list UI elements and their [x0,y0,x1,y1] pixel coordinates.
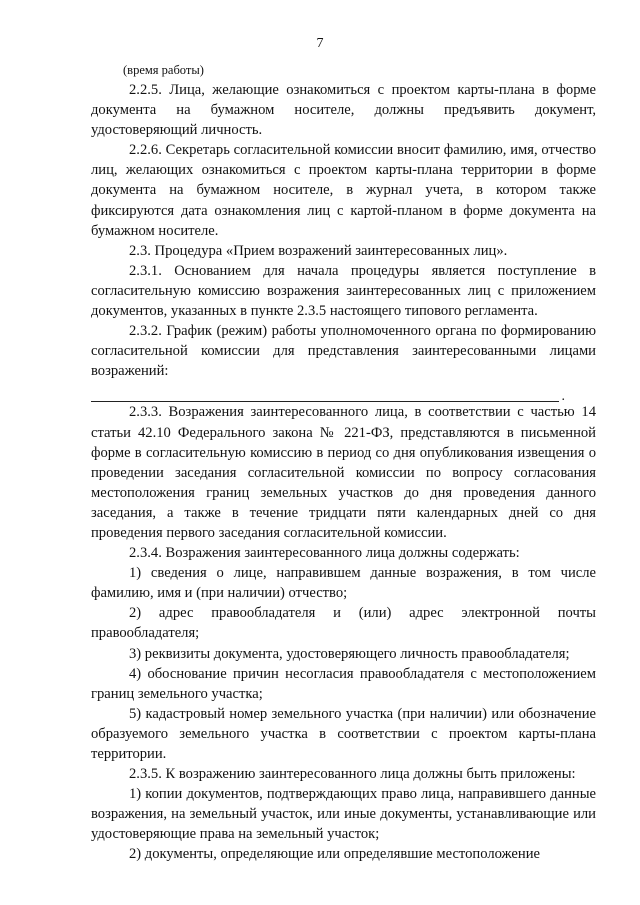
paragraph-2-2-5: 2.2.5. Лица, желающие ознакомиться с проектом карты-плана в форме документа на бумажном носителе, должны предъявить документ, удостоверяющий личность. [91,82,596,139]
attachment-item-2: 2) документы, определяющие или определявшие местоположение [129,846,541,863]
list-item-1: 1) сведения о лице, направившем данные возражения, в том числе фамилию, имя и (при наличии) отчество; [91,565,596,602]
paragraph-2-3-4: 2.3.4. Возражения заинтересованного лица должны содержать: [129,545,520,562]
paragraph-2-3-3: 2.3.3. Возражения заинтересованного лица, в соответствии с частью 14 статьи 42.10 Федерального закона № 221-ФЗ, представляются в письменной форме в согласительную комиссию в период со дня опубликования извещения о проведении заседания согласительной комиссии по вопросу согласования местоположения границ земельных участков до дня проведения данного заседания, а также в течение тридцати пяти календарных дней со дня проведения первого заседания согласительной комиссии. [91,404,596,541]
paragraph-2-3-1: 2.3.1. Основанием для начала процедуры является поступление в согласительную комиссию возражения заинтересованных лиц с приложением документов, указанных в пункте 2.3.5 настоящего типового регламента. [91,262,596,320]
page-number: 7 [316,36,324,51]
fill-in-blank-line [91,381,565,405]
list-item-5: 5) кадастровый номер земельного участка (при наличии) или обозначение образуемого земельного участка в соответствии с проектом карты-плана территории. [91,705,596,762]
paragraph-2-3-5: 2.3.5. К возражению заинтересованного лица должны быть приложены: [129,766,576,783]
list-item-3: 3) реквизиты документа, удостоверяющего личность правообладателя; [129,645,570,662]
paragraph-2-3: 2.3. Процедура «Прием возражений заинтересованных лиц». [129,242,508,259]
document-body [91,62,596,865]
paragraph-2-3-2: 2.3.2. График (режим) работы уполномоченного органа по формированию согласительной комиссии для представления заинтересованными лицами возражений: [91,323,596,380]
blank-line-period: . [561,389,565,405]
list-item-4: 4) обоснование причин несогласия правообладателя с местоположением границ земельного участка; [91,665,596,702]
attachment-item-1: 1) копии документов, подтверждающих право лица, направившего данные возражения, на земельный участок, или иные документы, устанавливающие или удостоверяющие права на земельный участок; [91,786,596,843]
paragraph-2-2-6: 2.2.6. Секретарь согласительной комиссии вносит фамилию, имя, отчество лиц, желающих ознакомиться с проектом карты-плана территории в форме документа на бумажном носителе, в журнал учета, в котором также фиксируются дата ознакомления лиц с картой-планом в форме документа на бумажном носителе. [91,142,596,239]
working-hours-caption: (время работы) [123,63,204,77]
list-item-2: 2) адрес правообладателя и (или) адрес электронной почты правообладателя; [91,605,596,642]
